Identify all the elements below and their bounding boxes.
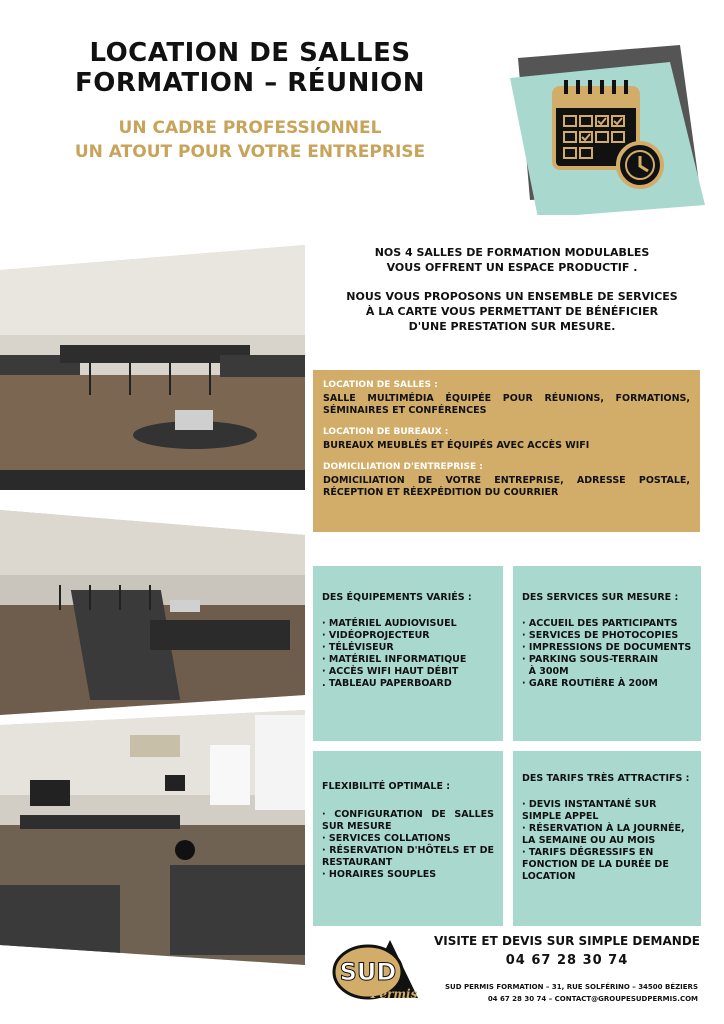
calendar-clock-graphic	[500, 40, 710, 215]
contact-address: SUD PERMIS FORMATION – 31, RUE SOLFÉRINO – 34500 BÉZIERS	[445, 983, 698, 991]
list-item: · RÉSERVATION À LA JOURNÉE, LA SEMAINE OU AU MOIS	[522, 823, 685, 846]
intro-line: NOS 4 SALLES DE FORMATION MODULABLES	[374, 246, 650, 259]
page-subtitle	[20, 116, 480, 164]
photo-training-room-2	[0, 505, 305, 720]
section-heading: LOCATION DE BUREAUX :	[323, 427, 449, 437]
list-item: · TARIFS DÉGRESSIFS EN FONCTION DE LA DURÉE DE LOCATION	[522, 847, 669, 882]
list-item: · CONFIGURATION DE SALLES SUR MESURE	[322, 809, 494, 832]
list-item: À 300M	[522, 666, 569, 677]
logo-word: SUD	[339, 958, 397, 986]
list-item: · HORAIRES SOUPLES	[322, 869, 437, 880]
box-tarifs	[513, 751, 701, 926]
list-item: · IMPRESSIONS DE DOCUMENTS	[522, 642, 692, 653]
list-item: . TABLEAU PAPERBOARD	[322, 678, 452, 689]
title-line-2: FORMATION – RÉUNION	[75, 68, 425, 98]
photo-training-room-3	[0, 705, 305, 970]
list-item: · ACCUEIL DES PARTICIPANTS	[522, 618, 678, 629]
section-text: BUREAUX MEUBLÉS ET ÉQUIPÉS AVEC ACCÈS WIFI	[323, 440, 590, 451]
list-item: · DEVIS INSTANTANÉ SUR SIMPLE APPEL	[522, 799, 657, 822]
list-item: · GARE ROUTIÈRE À 200M	[522, 678, 658, 689]
page-title	[40, 38, 460, 98]
sud-permis-logo	[328, 938, 422, 1004]
contact-cta: VISITE ET DEVIS SUR SIMPLE DEMANDE	[434, 934, 700, 948]
intro-line: NOUS VOUS PROPOSONS UN ENSEMBLE DE SERVICES	[346, 290, 678, 303]
clock-icon	[618, 143, 662, 187]
logo-script: Permis	[370, 987, 418, 1001]
photo-training-room-1	[0, 245, 305, 490]
subtitle-line-2: UN ATOUT POUR VOTRE ENTREPRISE	[74, 142, 426, 162]
section-text: SALLE MULTIMÉDIA ÉQUIPÉE POUR RÉUNIONS, FORMATIONS, SÉMINAIRES ET CONFÉRENCES	[323, 393, 690, 416]
section-text: DOMICILIATION DE VOTRE ENTREPRISE, ADRESSE POSTALE, RÉCEPTION ET RÉEXPÉDITION DU COURRIER	[323, 475, 690, 498]
list-item: · MATÉRIEL INFORMATIQUE	[322, 654, 467, 665]
section-heading: DOMICILIATION D'ENTREPRISE :	[323, 462, 483, 472]
box-services	[513, 566, 701, 741]
list-item: · RÉSERVATION D'HÔTELS ET DE RESTAURANT	[322, 845, 494, 868]
list-item: · MATÉRIEL AUDIOVISUEL	[322, 618, 457, 629]
intro-line: À LA CARTE VOUS PERMETTANT DE BÉNÉFICIER	[365, 305, 659, 318]
list-item: · SERVICES DE PHOTOCOPIES	[522, 630, 679, 641]
box-title: DES TARIFS TRÈS ATTRACTIFS :	[522, 773, 690, 784]
contact-phone-email[interactable]: 04 67 28 30 74 – CONTACT@GROUPESUDPERMIS.COM	[487, 995, 698, 1003]
box-title: FLEXIBILITÉ OPTIMALE :	[322, 781, 451, 792]
intro-line: D'UNE PRESTATION SUR MESURE.	[408, 320, 616, 333]
subtitle-line-1: UN CADRE PROFESSIONNEL	[118, 118, 382, 138]
box-title: DES SERVICES SUR MESURE :	[522, 592, 679, 603]
contact-phone[interactable]: 04 67 28 30 74	[505, 953, 629, 968]
services-gold-box	[313, 370, 700, 532]
box-title: DES ÉQUIPEMENTS VARIÉS :	[322, 592, 472, 603]
list-item: · VIDÉOPROJECTEUR	[322, 630, 430, 641]
list-item: · PARKING SOUS-TERRAIN	[522, 654, 659, 665]
list-item: · SERVICES COLLATIONS	[322, 833, 451, 844]
list-item: · TÉLÉVISEUR	[322, 642, 394, 653]
room-photos	[0, 245, 308, 975]
title-line-1: LOCATION DE SALLES	[89, 38, 411, 68]
box-equipements	[313, 566, 503, 741]
list-item: · ACCÈS WIFI HAUT DÉBIT	[322, 666, 459, 677]
intro-line: VOUS OFFRENT UN ESPACE PRODUCTIF .	[386, 261, 638, 274]
intro-text	[322, 245, 702, 334]
section-heading: LOCATION DE SALLES :	[323, 380, 438, 390]
box-flexibilite	[313, 751, 503, 926]
